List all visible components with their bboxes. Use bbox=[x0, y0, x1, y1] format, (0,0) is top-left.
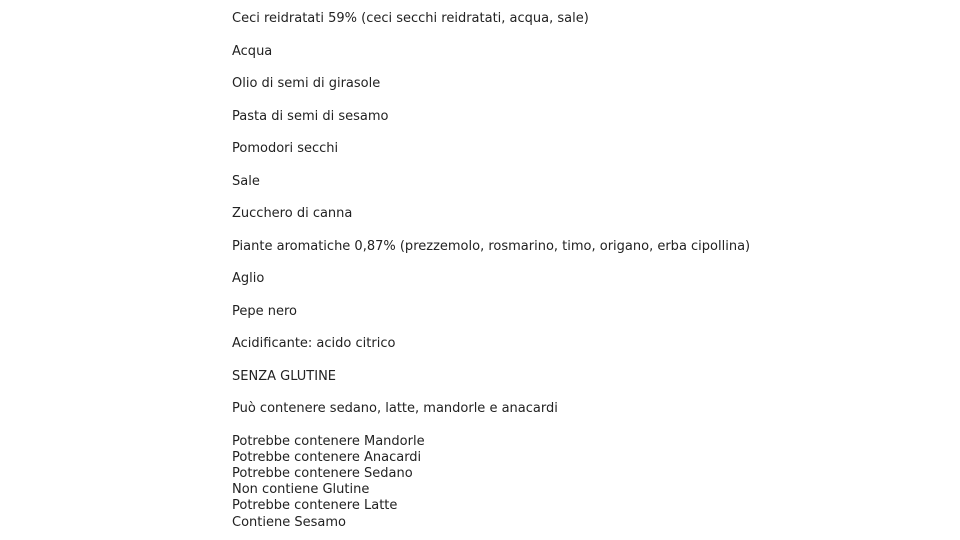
ingredient-item: Acqua bbox=[232, 43, 273, 59]
ingredient-item: Pomodori secchi bbox=[232, 141, 339, 156]
ingredient-item: Pasta di semi di sesamo bbox=[232, 108, 389, 124]
gluten-free-note: SENZA GLUTINE bbox=[232, 368, 337, 384]
ingredient-item: Ceci reidratati 59% (ceci secchi reidratati, acqua, sale) bbox=[232, 11, 589, 26]
allergen-item: Potrebbe contenere Anacardi bbox=[232, 449, 422, 465]
allergen-item: Non contiene Glutine bbox=[232, 482, 370, 498]
may-contain-note: Può contenere sedano, latte, mandorle e anacardi bbox=[232, 401, 558, 416]
allergen-item: Potrebbe contenere Sedano bbox=[232, 465, 413, 481]
ingredient-item: Acidificante: acido citrico bbox=[232, 336, 396, 351]
ingredient-item: Sale bbox=[232, 173, 260, 189]
ingredient-item: Aglio bbox=[232, 271, 265, 286]
allergen-list bbox=[232, 434, 932, 531]
ingredient-item: Zucchero di canna bbox=[232, 206, 353, 221]
allergen-item: Potrebbe contenere Mandorle bbox=[232, 433, 425, 449]
allergen-item: Contiene Sesamo bbox=[232, 514, 346, 530]
ingredients-document bbox=[232, 11, 932, 531]
allergen-item: Potrebbe contenere Latte bbox=[232, 498, 398, 514]
ingredient-item: Pepe nero bbox=[232, 303, 298, 319]
ingredient-item: Piante aromatiche 0,87% (prezzemolo, rosmarino, timo, origano, erba cipollina) bbox=[232, 238, 751, 254]
ingredient-item: Olio di semi di girasole bbox=[232, 76, 381, 91]
